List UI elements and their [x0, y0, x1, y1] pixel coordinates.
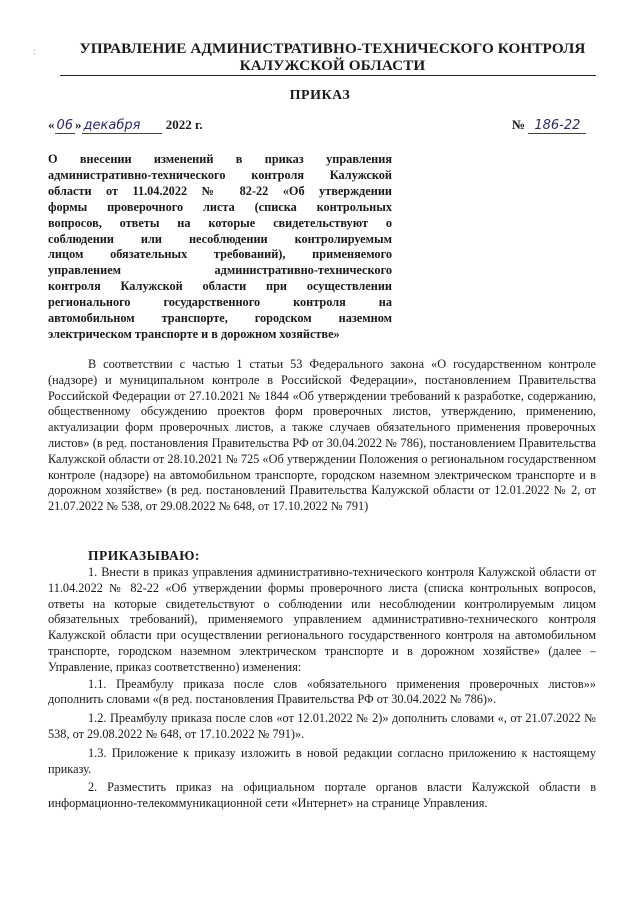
item-paragraph: 1. Внести в приказ управления административно-технического контроля Калужской области от 11.04.2022 № 82-22 «Об утверждении формы проверочного листа (списка контрольных вопросов, ответы на которые свидетельствуют о соблюдении или несоблюдении контролируемым лицом обязательных требований), применяемого управлением административно-технического контроля Калужской области при осуществлении регионального государственного контроля на автомобильном транспорте, городском наземном электрическом транспорте и в дорожном хозяйстве» (далее – Управление, приказ соответственно) изменения: — [48, 565, 596, 674]
document-date — [48, 117, 203, 133]
date-open-quote: « — [48, 117, 55, 132]
date-month: декабря — [82, 118, 163, 134]
subject-line: лицом обязательных требований), применяемого — [48, 247, 392, 262]
item-paragraph: 1.1. Преамбулу приказа после слов «обязательного применения проверочных листов»» дополнить словами «(в ред. постановления Правительства РФ от 30.04.2022 № 786)». — [48, 676, 596, 707]
org-name-line1: УПРАВЛЕНИЕ АДМИНИСТРАТИВНО-ТЕХНИЧЕСКОГО КОНТРОЛЯ — [79, 40, 586, 57]
subject-line: электрическом транспорте и в дорожном хозяйстве» — [48, 326, 340, 341]
subject-line: автомобильном транспорте, городском наземном — [48, 311, 392, 326]
header-rule — [60, 75, 596, 76]
items-block — [48, 565, 596, 812]
preamble-paragraph: В соответствии с частью 1 статьи 53 Федерального закона «О государственном контроле (надзоре) и муниципальном контроле в Российской Федерации», постановлением Правительства Российской Федерации от 27.10.2021 № 1844 «Об утверждении требований к разработке, содержанию, общественному обсуждению проектов форм проверочных листов, утверждению, применению, актуализации форм проверочных листов, а также случаев обязательного применения проверочных листов» (в ред. постановления Правительства РФ от 30.04.2022 № 786), постановлением Правительства Калужской области от 28.10.2021 № 725 «Об утверждении Положения о региональном государственном контроле (надзоре) на автомобильном транспорте, городском наземном электрическом транспорте и в дорожном хозяйстве» (в ред. постановлений Правительства Калужской области от 12.01.2022 № 2, от 21.07.2022 № 538, от 29.08.2022 № 648, от 17.10.2022 № 791) — [48, 357, 596, 514]
subject-line: управлением административно-технического — [48, 263, 392, 278]
org-name-line2: КАЛУЖСКОЙ ОБЛАСТИ — [239, 57, 426, 74]
item-paragraph: 1.2. Преамбулу приказа после слов «от 12.01.2022 № 2)» дополнить словами «, от 21.07.2022 № 538, от 29.08.2022 № 648, от 17.10.2022 № 791)». — [48, 711, 596, 741]
subject-line: административно-технического контроля Калужской — [48, 167, 392, 182]
margin-mark: : — [33, 46, 36, 56]
document-subject — [48, 152, 392, 343]
subject-line: соблюдении или несоблюдении контролируемым — [48, 231, 392, 246]
item-paragraph: 1.3. Приложение к приказу изложить в новой редакции согласно приложению к настоящему приказу. — [48, 745, 596, 776]
decree-word: ПРИКАЗЫВАЮ: — [88, 548, 200, 563]
subject-line: контроля Калужской области при осуществлении — [48, 279, 392, 294]
document-type: ПРИКАЗ — [289, 88, 351, 103]
number-value: 186-22 — [528, 118, 586, 134]
date-year: 2022 г. — [165, 117, 203, 132]
number-label: № — [512, 117, 526, 132]
document-number — [512, 117, 586, 133]
subject-line: регионального государственного контроля на — [48, 295, 392, 310]
subject-line: О внесении изменений в приказ управления — [48, 152, 392, 166]
preamble-block — [48, 357, 596, 515]
subject-line: формы проверочного листа (списка контрольных — [48, 199, 392, 214]
subject-line: области от 11.04.2022 № 82-22 «Об утверждении — [48, 183, 392, 198]
subject-line: вопросов, ответы на которые свидетельствуют о — [48, 215, 392, 230]
date-close-quote: » — [75, 117, 82, 132]
date-day: 06 — [56, 118, 74, 133]
item-paragraph: 2. Разместить приказ на официальном портале органов власти Калужской области в информационно-телекоммуникационной сети «Интернет» на странице Управления. — [48, 780, 596, 811]
